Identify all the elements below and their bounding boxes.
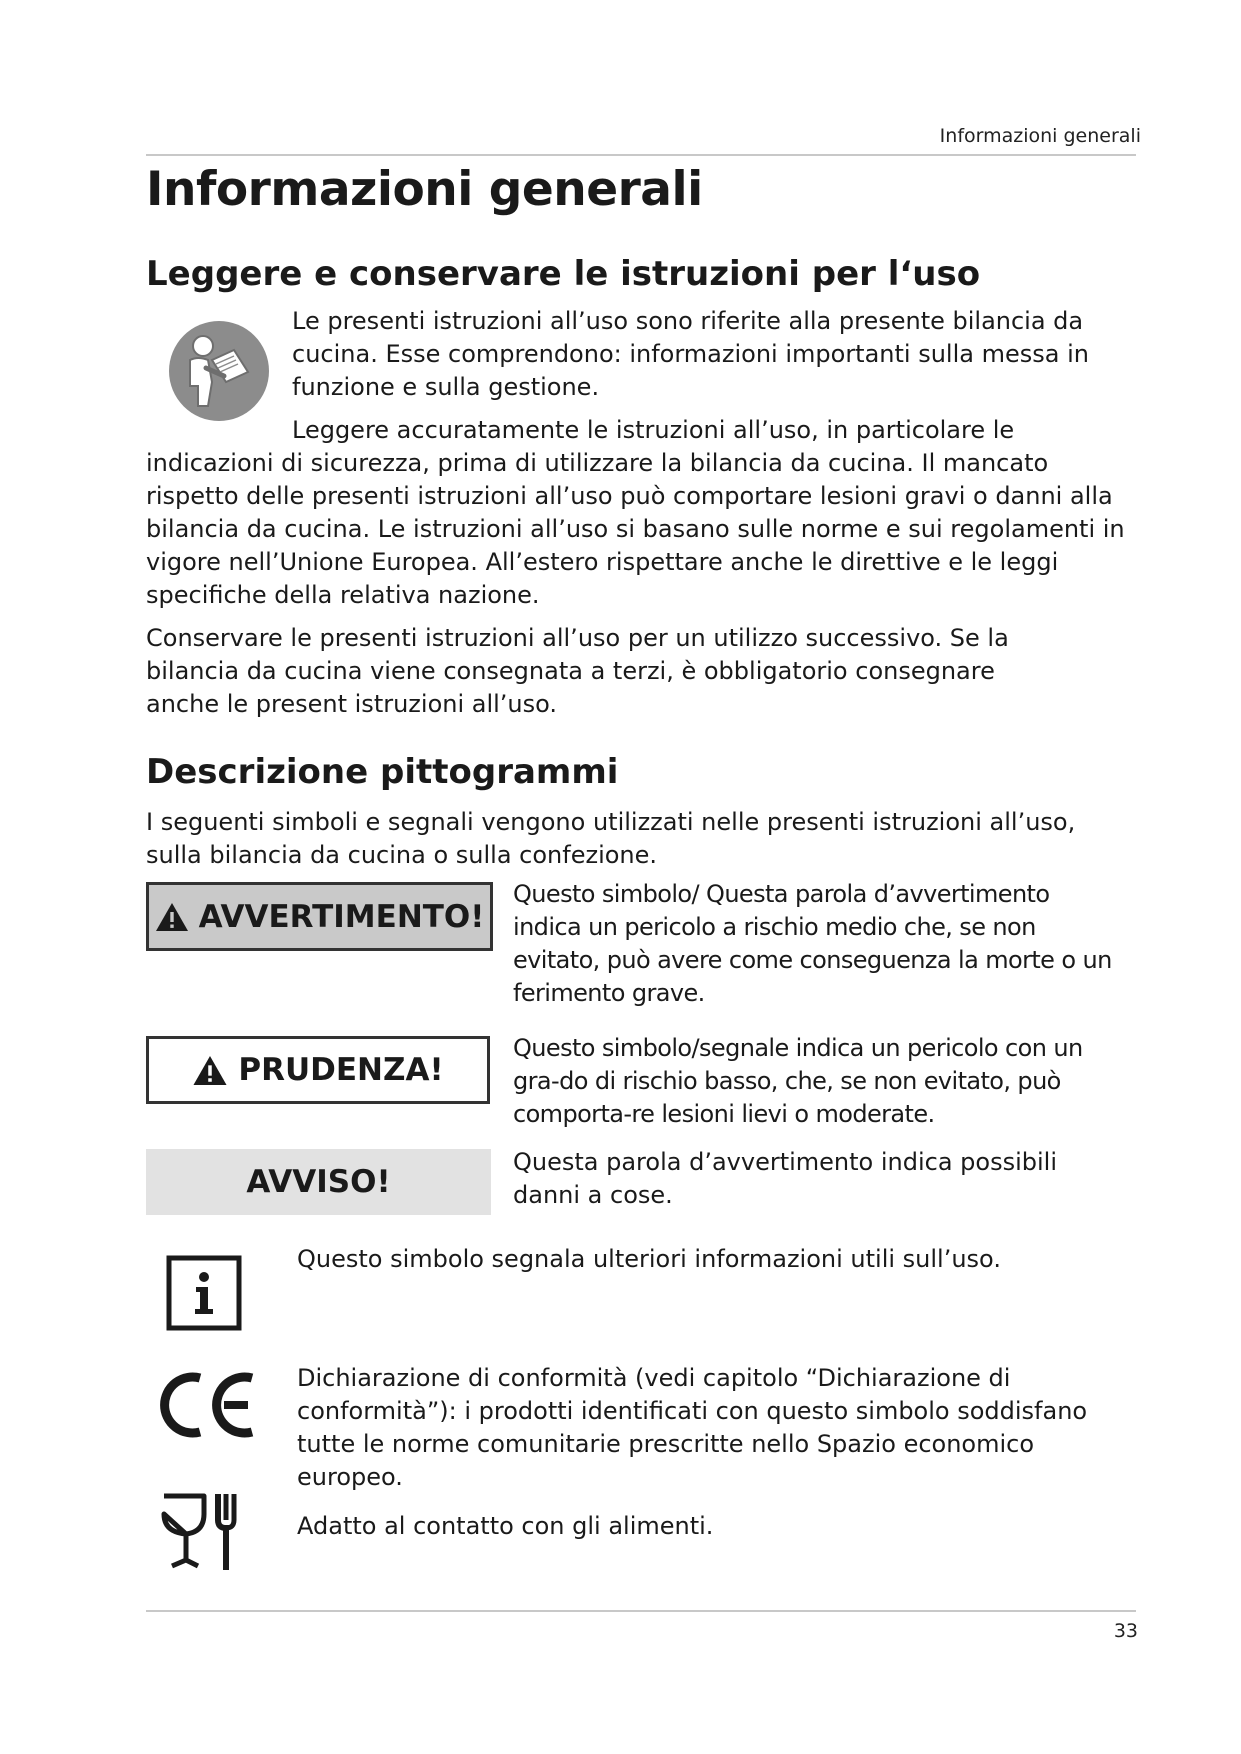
food-safe-icon bbox=[160, 1490, 248, 1572]
notice-description: Questa parola d’avvertimento indica possibili danni a cose. bbox=[513, 1148, 1057, 1209]
keep-instructions-text: Conservare le presenti istruzioni all’uso per un utilizzo successivo. Se la bilancia da cucina viene consegnata a terzi, è obbligatorio consegnare anche le present istruzioni all’uso. bbox=[146, 624, 1009, 718]
read-manual-icon bbox=[168, 320, 270, 422]
ce-description: Dichiarazione di conformità (vedi capitolo “Dichiarazione di conformità”): i prodotti identificati con questo simbolo soddisfano tutte le norme comunitarie prescritte nello Spazio economico europeo. bbox=[297, 1364, 1088, 1491]
warning-label: AVVERTIMENTO! bbox=[198, 898, 485, 935]
caution-label: PRUDENZA! bbox=[238, 1052, 444, 1088]
warning-triangle-icon bbox=[155, 902, 189, 932]
header-divider bbox=[146, 154, 1136, 156]
info-description: Questo simbolo segnala ulteriori informazioni utili sull’uso. bbox=[297, 1245, 1001, 1273]
notice-signal-box bbox=[146, 1149, 491, 1215]
running-header: Informazioni generali bbox=[939, 125, 1141, 147]
page-title: Informazioni generali bbox=[146, 162, 703, 217]
footer-divider bbox=[146, 1610, 1136, 1612]
warning-description: Questo simbolo/ Questa parola d’avvertimento indica un pericolo a rischio medio che, se non evitato, può avere come conseguenza la morte o un ferimento grave. bbox=[513, 880, 1112, 1007]
info-icon bbox=[166, 1255, 242, 1331]
section-heading-read-instructions: Leggere e conservare le istruzioni per l‘uso bbox=[146, 254, 981, 294]
page-number: 33 bbox=[1113, 1620, 1138, 1642]
food-safe-description: Adatto al contatto con gli alimenti. bbox=[297, 1512, 714, 1540]
warning-signal-box bbox=[146, 882, 493, 951]
caution-signal-box bbox=[146, 1036, 490, 1104]
notice-label: AVVISO! bbox=[246, 1164, 391, 1200]
caution-triangle-icon bbox=[192, 1055, 228, 1086]
read-intro-text: Le presenti istruzioni all’uso sono riferite alla presente bilancia da cucina. Esse comprendono: informazioni importanti sulla messa in funzione e sulla gestione. bbox=[292, 307, 1089, 401]
read-carefully-text: Leggere accuratamente le istruzioni all’uso, in particolare le indicazioni di sicurezza, prima di utilizzare la bilancia da cucina. Il mancato rispetto delle presenti istruzioni all’uso può comportare lesioni gravi o danni alla bilancia da cucina. Le istruzioni all’uso si basano sulle norme e sui regolamenti in vigore nell’Unione Europea. All’estero rispettare anche le direttive e le leggi specifiche della relativa nazione. bbox=[146, 416, 1125, 609]
section-heading-pictograms: Descrizione pittogrammi bbox=[146, 752, 619, 792]
pictograms-intro-text: I seguenti simboli e segnali vengono utilizzati nelle presenti istruzioni all’uso, sulla bilancia da cucina o sulla confezione. bbox=[146, 808, 1076, 869]
ce-mark-icon bbox=[158, 1370, 260, 1440]
caution-description: Questo simbolo/segnale indica un pericolo con un gra-do di rischio basso, che, se non evitato, può comporta-re lesioni lievi o moderate. bbox=[513, 1034, 1083, 1128]
